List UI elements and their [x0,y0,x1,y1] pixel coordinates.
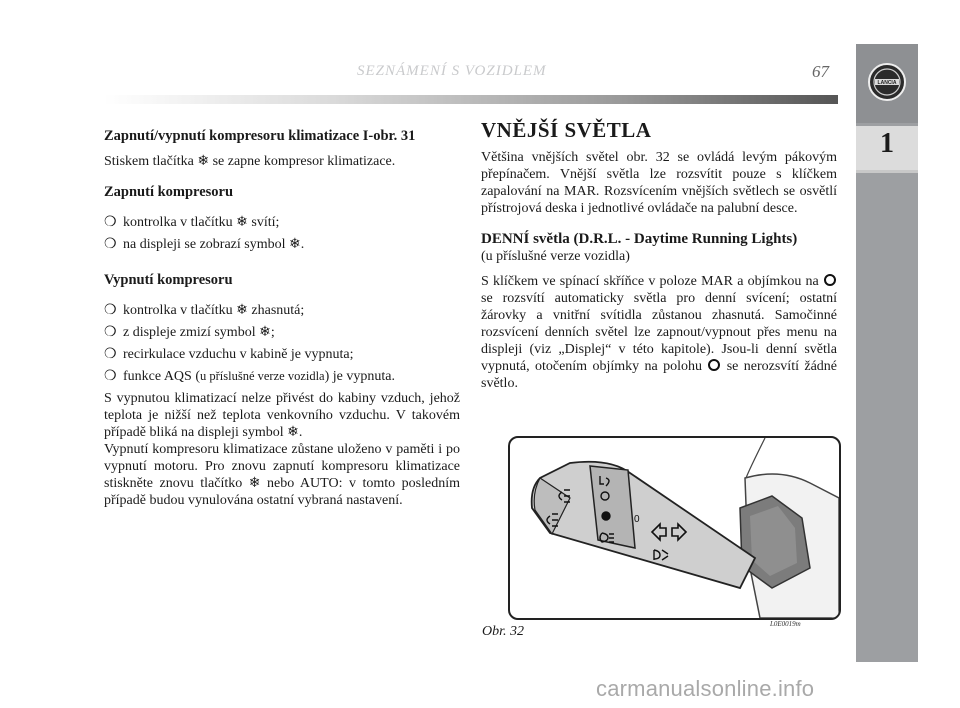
list-item: ❍ kontrolka v tlačítku ❄ zhasnutá; [104,303,305,318]
watermark: carmanualsonline.info [596,676,815,701]
list-item: ❍ na displeji se zobrazí symbol ❄. [104,237,305,252]
compressor-on-heading: Zapnutí kompresoru [104,184,234,200]
bullet-icon: ❍ [104,237,117,252]
page-number: 67 [812,62,829,81]
figure-code: L0E0019m [770,620,801,628]
snowflake-icon: ❄ [248,476,261,491]
drl-heading: DENNÍ světla (D.R.L. - Daytime Running Lights) [481,231,798,247]
list-item: ❍ funkce AQS (u příslušné verze vozidla) je vypnuta. [104,369,395,384]
bullet-icon: ❍ [104,347,117,362]
bullet-icon: ❍ [104,325,117,340]
lever-position-zero: 0 [634,514,640,525]
compressor-heading: Zapnutí/vypnutí kompresoru klimatizace I-obr. 31 [104,128,416,144]
left-column [104,128,460,509]
light-lever-illustration [510,438,839,618]
compressor-note-1: S vypnutou klimatizací nelze přivést do kabiny vzduch, jehož teplota je nižší než teplota venkovního vzduchu. V takovém případě bliká na displeji symbol ❄. [104,391,460,440]
list-item: ❍ z displeje zmizí symbol ❄; [104,325,275,340]
lever-figure [508,436,841,620]
compressor-off-heading: Vypnutí kompresoru [104,272,233,288]
running-header: SEZNÁMENÍ S VOZIDLEM [357,63,547,79]
bullet-icon: ❍ [104,369,117,384]
list-item: ❍ recirkulace vzduchu v kabině je vypnuta; [104,347,354,362]
lancia-logo-icon [867,62,907,102]
chapter-number: 1 [880,128,894,159]
figure-caption: Obr. 32 [482,624,525,639]
snowflake-icon: ❄ [287,425,299,440]
snowflake-icon: ❄ [236,215,248,230]
drl-para: S klíčkem ve spínací skříňce v poloze MAR a objímkou na se rozsvítí automaticky světla pro denní svícení; ostatní žárovky a vnitřní svítidla zůstanou zhasnutá. Samočinné rozsvícení denních světel lze zapnout/vypnout přes menu na displeji (viz „Displej“ v této kapitole). Jsou-li denní světla vypnutá, otočením objímky na polohu se nerozsvítí žádné světlo. [481,274,837,391]
snowflake-icon: ❄ [259,325,271,340]
drl-subheading: (u příslušné verze vozidla) [481,249,630,264]
list-item: ❍ kontrolka v tlačítku ❄ svítí; [104,215,280,230]
ring-position-icon [824,274,836,286]
snowflake-icon: ❄ [289,237,301,252]
snowflake-icon: ❄ [197,154,210,169]
compressor-note-2: Vypnutí kompresoru klimatizace zůstane uloženo v paměti i po vypnutí motoru. Pro znovu zapnutí kompresoru klimatizace stiskněte znovu tlačítko ❄ nebo AUTO: v tomto posledním případě budou vynulována ostatní vybraná nastavení. [104,442,460,508]
right-column [481,118,837,392]
header-rule [104,95,838,104]
exterior-lights-heading: VNĚJŠÍ SVĚTLA [481,118,652,142]
exterior-lights-para: Většina vnějších světel obr. 32 se ovládá levým pákovým přepínačem. Vnější světla lze rozsvítit pouze s klíčkem zapalování na MAR. Rozsvícením vnějších světlech se osvětlí přístrojová deska i jednotlivé ovládače na palubní desce. [481,150,837,216]
compressor-intro: Stiskem tlačítka ❄ se zapne kompresor klimatizace. [104,154,396,169]
logo-text: LANCIA [877,80,897,86]
ring-position-icon [708,359,720,371]
bullet-icon: ❍ [104,215,117,230]
bullet-icon: ❍ [104,303,117,318]
snowflake-icon: ❄ [236,303,248,318]
